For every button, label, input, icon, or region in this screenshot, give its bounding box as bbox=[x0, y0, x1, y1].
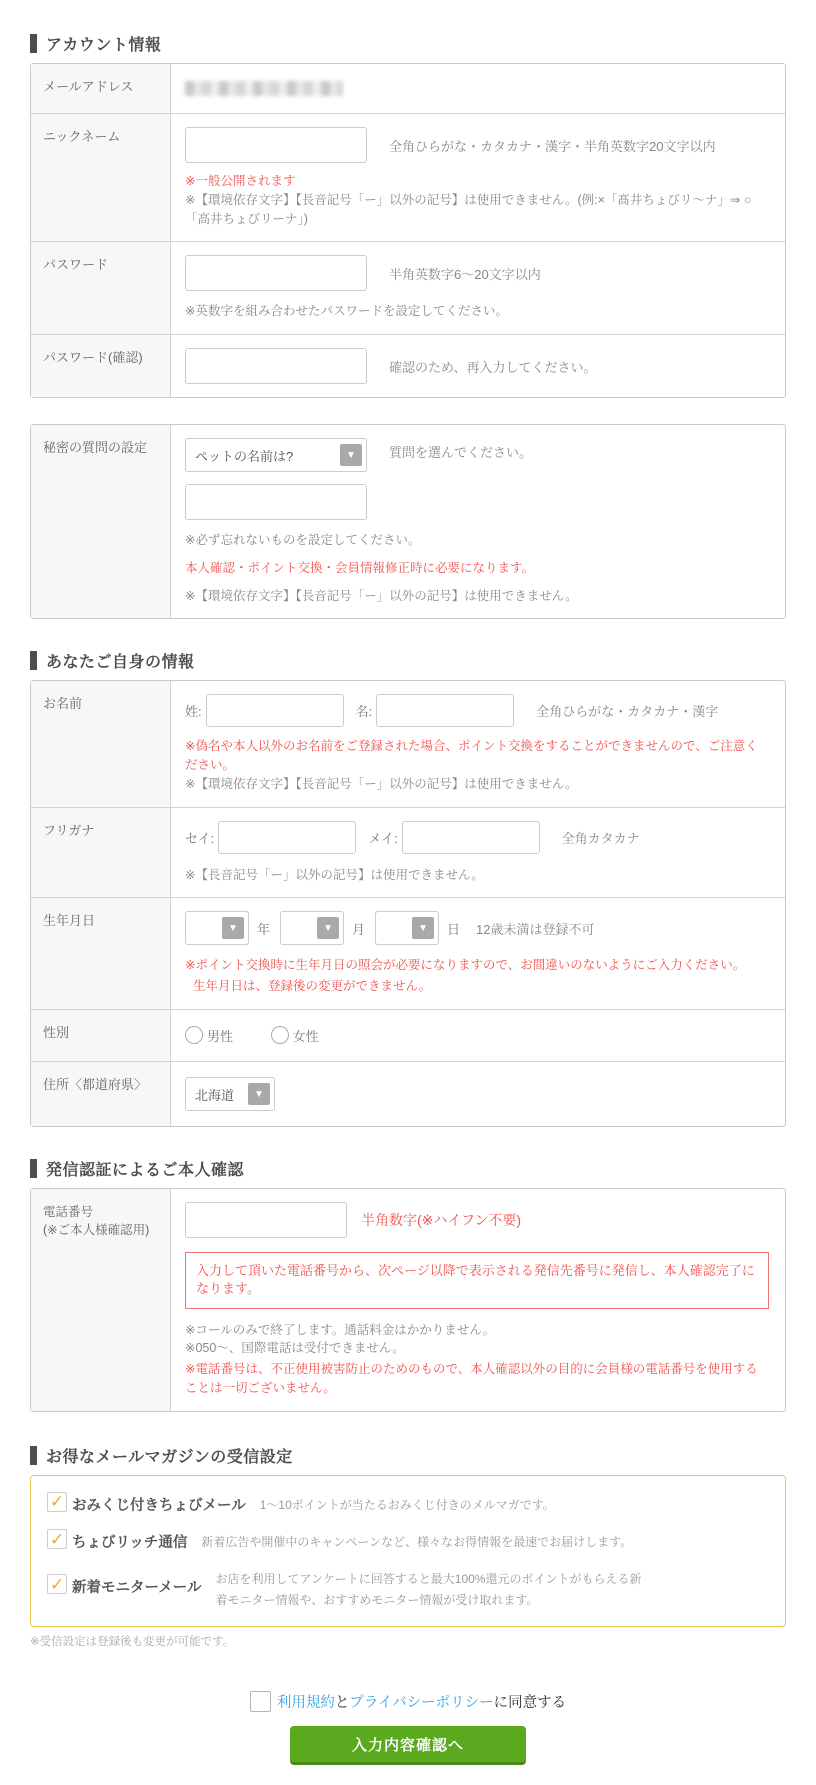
gender-label: 性別 bbox=[31, 1010, 171, 1062]
chevron-down-icon: ▼ bbox=[340, 444, 362, 466]
personal-table bbox=[30, 680, 786, 1127]
agreement-line bbox=[0, 1691, 816, 1712]
first-kana-prefix: メイ: bbox=[368, 830, 398, 846]
phone-hint: 半角数字(※ハイフン不要) bbox=[361, 1212, 522, 1229]
chevron-down-icon: ▼ bbox=[412, 917, 434, 939]
confirm-submit-button[interactable]: 入力内容確認へ bbox=[290, 1726, 526, 1765]
phone-label-line2: (※ご本人様確認用) bbox=[43, 1223, 150, 1238]
furigana-note-chars: ※【長音記号「ー」以外の記号】は使用できません。 bbox=[185, 867, 484, 882]
password-confirm-label: パスワード(確認) bbox=[31, 335, 171, 397]
section-bar bbox=[30, 1446, 37, 1465]
password-confirm-hint: 確認のため、再入力してください。 bbox=[389, 359, 597, 375]
mailmag-item-omikuji bbox=[47, 1492, 769, 1515]
secret-note-remember: ※必ず忘れないものを設定してください。 bbox=[185, 533, 421, 547]
email-label: メールアドレス bbox=[31, 64, 171, 113]
birthday-note-line2: 生年月日は、登録後の変更ができません。 bbox=[193, 979, 432, 993]
birth-year-select[interactable] bbox=[185, 911, 249, 945]
omikuji-label: おみくじ付きちょびメール bbox=[72, 1497, 246, 1514]
secret-question-hint: 質問を選んでください。 bbox=[389, 445, 533, 460]
name-note-warning: ※偽名や本人以外のお名前をご登録された場合、ポイント交換をすることができませんので、ご注意ください。 bbox=[185, 739, 758, 772]
check-icon: ✓ bbox=[49, 1574, 65, 1594]
name-note-chars: ※【環境依存文字】【長音記号「ー」以外の記号】は使用できません。 bbox=[185, 776, 578, 791]
month-unit-label: 月 bbox=[352, 921, 366, 937]
nickname-note-public: ※一般公開されます bbox=[185, 174, 296, 188]
phone-row bbox=[31, 1189, 785, 1410]
section-title-account: アカウント情報 bbox=[46, 37, 162, 54]
omikuji-desc: 1〜10ポイントが当たるおみくじ付きのメルマガです。 bbox=[259, 1497, 555, 1512]
furigana-hint: 全角カタカナ bbox=[561, 830, 640, 846]
gender-row bbox=[31, 1009, 785, 1062]
birthday-hint: 12歳未満は登録不可 bbox=[476, 921, 595, 937]
section-bar bbox=[30, 651, 37, 670]
first-kana-input[interactable] bbox=[402, 821, 540, 854]
password-note: ※英数字を組み合わせたパスワードを設定してください。 bbox=[185, 304, 508, 319]
gender-male-label: 男性 bbox=[207, 1028, 234, 1044]
year-unit-label: 年 bbox=[257, 921, 271, 937]
monitor-desc: お店を利用してアンケートに回答すると最大100%還元のポイントがもらえる新着モニター情報や、おすすめモニター情報が受け取れます。 bbox=[215, 1572, 642, 1607]
secret-question-label: 秘密の質問の設定 bbox=[31, 425, 171, 618]
birthday-row bbox=[31, 897, 785, 1009]
gender-female-label: 女性 bbox=[292, 1028, 319, 1044]
email-value-blurred bbox=[185, 81, 343, 96]
secret-question-selected-value: ペットの名前は? bbox=[195, 448, 294, 464]
section-title-phone: 発信認証によるご本人確認 bbox=[46, 1162, 245, 1180]
nickname-label: ニックネーム bbox=[31, 114, 171, 241]
mailmag-item-tsushin bbox=[47, 1529, 769, 1552]
password-row bbox=[31, 241, 785, 334]
last-kana-input[interactable] bbox=[218, 821, 356, 854]
address-row bbox=[31, 1061, 785, 1126]
radio-icon bbox=[271, 1026, 289, 1044]
tsushin-desc: 新着広告や開催中のキャンペーンなど、様々なお得情報を最速でお届けします。 bbox=[201, 1535, 633, 1550]
name-hint: 全角ひらがな・カタカナ・漢字 bbox=[536, 704, 719, 720]
tsushin-label: ちょびリッチ通信 bbox=[72, 1535, 188, 1552]
agreement-checkbox[interactable] bbox=[250, 1691, 271, 1712]
phone-label-line1: 電話番号 bbox=[43, 1205, 94, 1220]
birth-day-select[interactable] bbox=[375, 911, 439, 945]
section-title-personal: あなたご自身の情報 bbox=[46, 654, 195, 672]
secret-question-select[interactable] bbox=[185, 438, 367, 472]
nickname-input[interactable] bbox=[185, 127, 367, 163]
last-kana-prefix: セイ: bbox=[185, 830, 215, 846]
nickname-hint: 全角ひらがな・カタカナ・漢字・半角英数字20文字以内 bbox=[389, 138, 716, 154]
name-row bbox=[31, 681, 785, 806]
monitor-checkbox[interactable] bbox=[47, 1574, 67, 1594]
name-label: お名前 bbox=[31, 681, 171, 806]
terms-link[interactable]: 利用規約 bbox=[276, 1695, 335, 1712]
nickname-row bbox=[31, 113, 785, 241]
last-name-input[interactable] bbox=[206, 694, 344, 727]
first-name-prefix: 名: bbox=[355, 704, 373, 720]
section-header-personal bbox=[30, 649, 786, 672]
birth-month-select[interactable] bbox=[280, 911, 344, 945]
chevron-down-icon: ▼ bbox=[317, 917, 339, 939]
password-hint: 半角英数字6〜20文字以内 bbox=[389, 266, 541, 282]
secret-question-table bbox=[30, 424, 786, 619]
phone-note-privacy: ※電話番号は、不正使用被害防止のためのもので、本人確認以外の目的に会員様の電話番号を使用することは一切ございません。 bbox=[185, 1362, 758, 1395]
section-header-account bbox=[30, 32, 786, 55]
email-value-cell bbox=[171, 64, 785, 113]
prefecture-select[interactable] bbox=[185, 1077, 275, 1111]
birthday-note-line1: ※ポイント交換時に生年月日の照会が必要になりますので、お間違いのないようにご入力ください。 bbox=[185, 958, 746, 973]
gender-male-option[interactable] bbox=[185, 1026, 233, 1045]
furigana-label: フリガナ bbox=[31, 808, 171, 898]
phone-label bbox=[31, 1189, 171, 1410]
phone-warning-box: 入力して頂いた電話番号から、次ページ以降で表示される発信先番号に発信し、本人確認完了になります。 bbox=[185, 1252, 769, 1308]
section-bar bbox=[30, 1159, 37, 1178]
chevron-down-icon: ▼ bbox=[248, 1083, 270, 1105]
address-label: 住所〈都道府県〉 bbox=[31, 1062, 171, 1126]
chevron-down-icon: ▼ bbox=[222, 917, 244, 939]
mailmag-note: ※受信設定は登録後も変更が可能です。 bbox=[30, 1636, 235, 1649]
password-confirm-row bbox=[31, 334, 785, 397]
nickname-note-chars: ※【環境依存文字】【長音記号「ー」以外の記号】は使用できません。(例:×「髙井ちょびリ〜ナ」⇒ ○「高井ちょびリーナ」) bbox=[185, 192, 752, 226]
account-table bbox=[30, 63, 786, 398]
password-input[interactable] bbox=[185, 255, 367, 291]
birthday-label: 生年月日 bbox=[31, 898, 171, 1009]
section-bar bbox=[30, 34, 37, 53]
secret-question-row bbox=[31, 425, 785, 618]
furigana-row bbox=[31, 807, 785, 898]
phone-table bbox=[30, 1188, 786, 1411]
password-label: パスワード bbox=[31, 242, 171, 334]
section-header-mailmag bbox=[30, 1444, 786, 1467]
monitor-label: 新着モニターメール bbox=[72, 1580, 202, 1597]
check-icon: ✓ bbox=[49, 1492, 65, 1512]
section-header-phone bbox=[30, 1157, 786, 1180]
omikuji-checkbox[interactable] bbox=[47, 1492, 67, 1512]
first-name-input[interactable] bbox=[376, 694, 514, 727]
tsushin-checkbox[interactable] bbox=[47, 1529, 67, 1549]
email-row bbox=[31, 64, 785, 113]
day-unit-label: 日 bbox=[447, 921, 461, 937]
password-confirm-input[interactable] bbox=[185, 348, 367, 384]
privacy-policy-link[interactable]: プライバシーポリシー bbox=[349, 1695, 494, 1712]
agreement-suffix-text: に同意する bbox=[493, 1695, 567, 1712]
check-icon: ✓ bbox=[49, 1529, 65, 1549]
phone-note-050: ※050〜、国際電話は受付できません。 bbox=[185, 1341, 405, 1356]
last-name-prefix: 姓: bbox=[185, 704, 202, 720]
secret-note-required: 本人確認・ポイント交換・会員情報修正時に必要になります。 bbox=[185, 560, 535, 575]
secret-answer-input[interactable] bbox=[185, 484, 367, 520]
agreement-and-text: と bbox=[334, 1695, 350, 1712]
section-title-mailmag: お得なメールマガジンの受信設定 bbox=[46, 1448, 293, 1466]
mailmag-box bbox=[30, 1475, 786, 1628]
mailmag-item-monitor bbox=[47, 1566, 769, 1610]
phone-note-call: ※コールのみで終了します。通話料金はかかりません。 bbox=[185, 1322, 495, 1337]
prefecture-selected-value: 北海道 bbox=[195, 1087, 235, 1103]
radio-icon bbox=[185, 1026, 203, 1044]
phone-input[interactable] bbox=[185, 1202, 347, 1238]
secret-note-chars: ※【環境依存文字】【長音記号「ー」以外の記号】は使用できません。 bbox=[185, 588, 578, 603]
gender-female-option[interactable] bbox=[271, 1026, 319, 1045]
